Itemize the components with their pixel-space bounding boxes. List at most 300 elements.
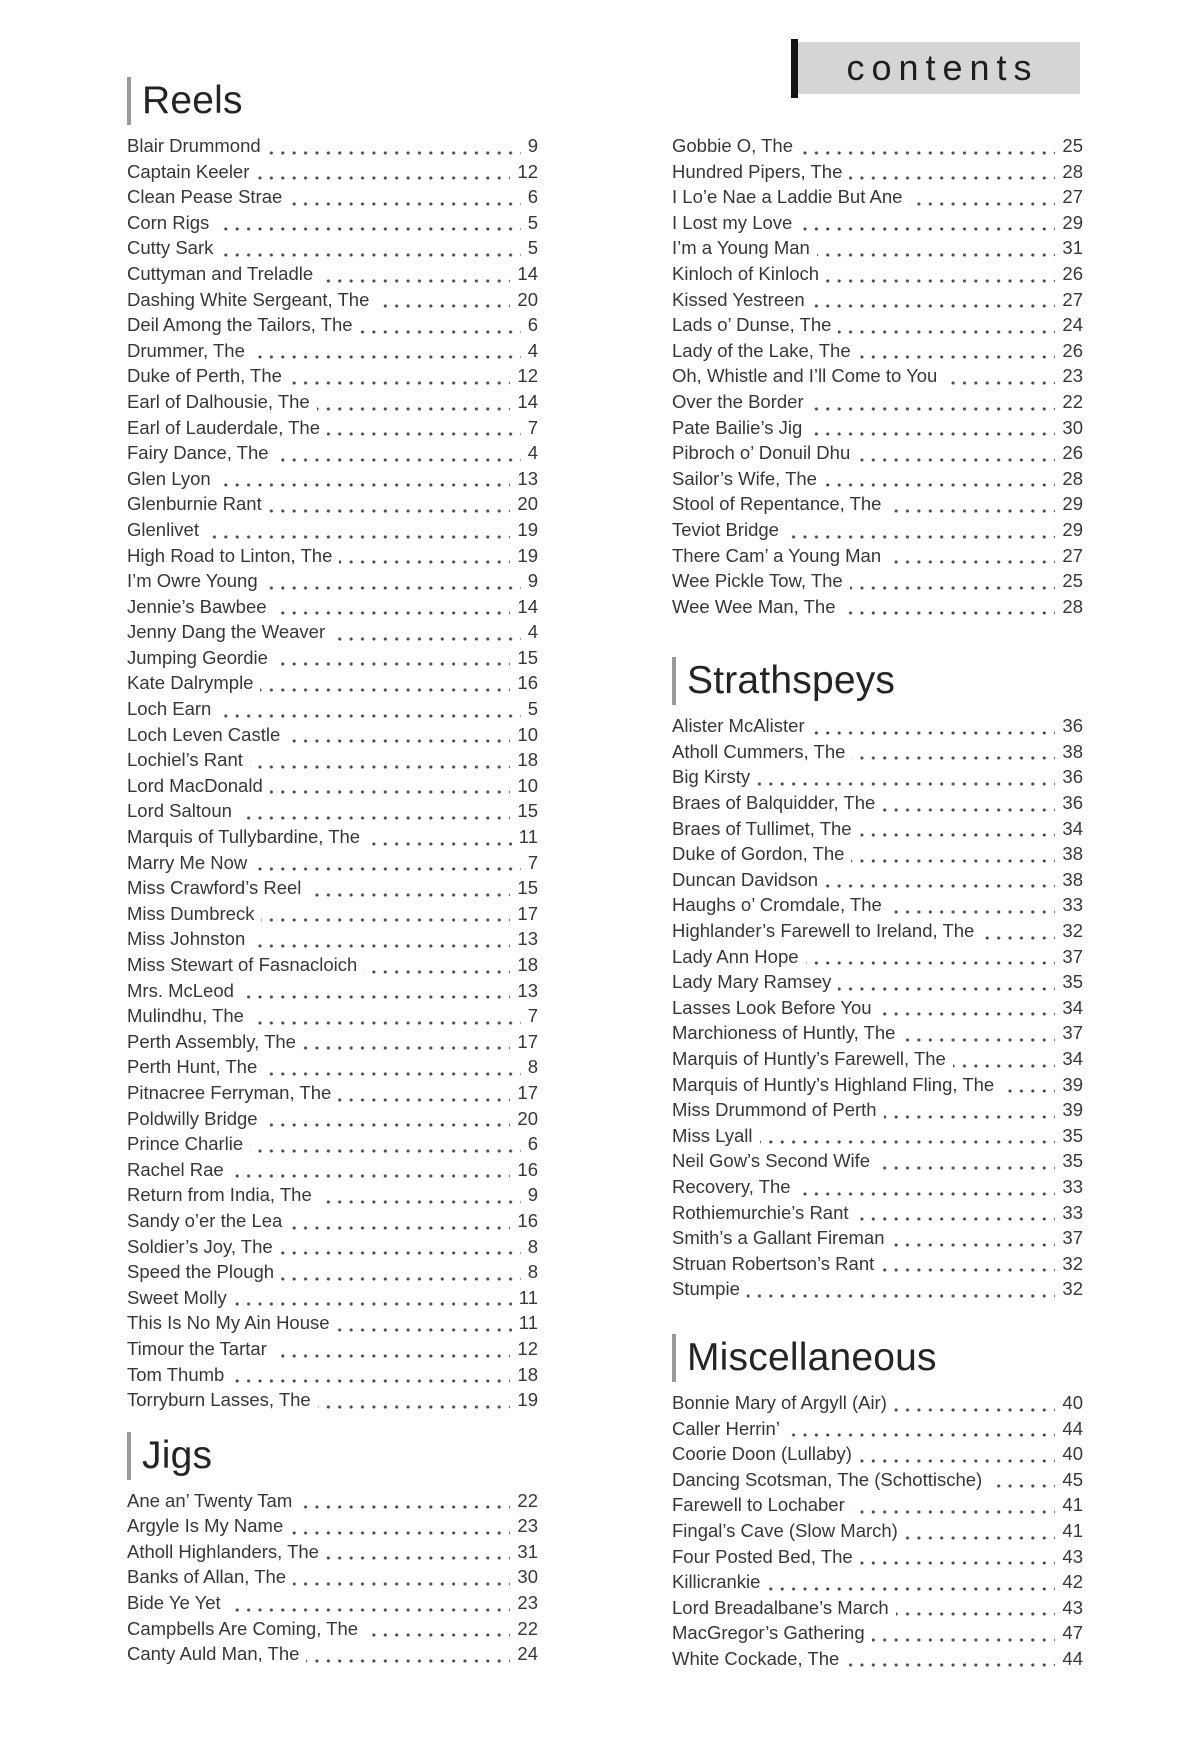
page-number: 40 [1055, 1441, 1083, 1467]
tune-title: Lord Breadalbane’s March [672, 1595, 896, 1621]
tune-title: Big Kirsty [672, 764, 757, 790]
page-number: 23 [1055, 363, 1083, 389]
tune-title: Kinloch of Kinloch [672, 261, 826, 287]
page-number: 18 [510, 747, 538, 773]
toc-entry [672, 713, 1083, 739]
tune-title: Jenny Dang the Weaver [127, 619, 332, 645]
page-number: 41 [1055, 1518, 1083, 1544]
toc-entry [127, 1387, 538, 1413]
page-number: 6 [521, 1131, 538, 1157]
tune-title: Perth Assembly, The [127, 1029, 303, 1055]
page-number: 25 [1055, 133, 1083, 159]
tune-title: Glenburnie Rant [127, 491, 269, 517]
tune-title: Lochiel’s Rant [127, 747, 250, 773]
tune-title: Marquis of Huntly’s Farewell, The [672, 1046, 953, 1072]
tune-title: I’m a Young Man [672, 235, 817, 261]
toc-entry [127, 1513, 538, 1539]
page-number: 31 [1055, 235, 1083, 261]
tune-title: Wee Pickle Tow, The [672, 568, 850, 594]
tune-title: Kate Dalrymple [127, 670, 260, 696]
toc-entry [127, 696, 538, 722]
toc-section-continued [672, 133, 1083, 619]
page-number: 37 [1055, 1225, 1083, 1251]
tune-title: Duke of Gordon, The [672, 841, 851, 867]
tune-title: Tom Thumb [127, 1362, 231, 1388]
toc-entry [127, 1362, 538, 1388]
page-number: 4 [521, 338, 538, 364]
toc-entry [127, 363, 538, 389]
toc-entry [672, 1046, 1083, 1072]
page-number: 30 [1055, 415, 1083, 441]
tune-title: Duke of Perth, The [127, 363, 289, 389]
toc-entry [127, 747, 538, 773]
page-number: 16 [510, 1208, 538, 1234]
toc-entry [127, 415, 538, 441]
toc-entry [672, 764, 1083, 790]
tune-title: Campbells Are Coming, The [127, 1616, 365, 1642]
page-number: 9 [521, 1182, 538, 1208]
toc-entry [127, 1029, 538, 1055]
tune-title: Canty Auld Man, The [127, 1641, 306, 1667]
tune-title: White Cockade, The [672, 1646, 846, 1672]
page-number: 26 [1055, 261, 1083, 287]
tune-title: High Road to Linton, The [127, 543, 339, 569]
page-number: 15 [510, 645, 538, 671]
tune-title: Argyle Is My Name [127, 1513, 290, 1539]
tune-title: This Is No My Ain House [127, 1310, 337, 1336]
toc-entry [672, 790, 1083, 816]
tune-title: Earl of Dalhousie, The [127, 389, 317, 415]
toc-entry [672, 1123, 1083, 1149]
toc-entry [672, 1020, 1083, 1046]
toc-entry [127, 184, 538, 210]
page-number: 9 [521, 568, 538, 594]
toc-entry [672, 1620, 1083, 1646]
page-number: 37 [1055, 1020, 1083, 1046]
tune-title: Soldier’s Joy, The [127, 1234, 280, 1260]
toc-entry [672, 867, 1083, 893]
toc-entry [127, 875, 538, 901]
tune-title: Bide Ye Yet [127, 1590, 228, 1616]
tune-title: MacGregor’s Gathering [672, 1620, 872, 1646]
page-number: 12 [510, 1336, 538, 1362]
tune-title: Blair Drummond [127, 133, 268, 159]
toc-entry [672, 312, 1083, 338]
tune-title: Oh, Whistle and I’ll Come to You [672, 363, 944, 389]
toc-entry [127, 773, 538, 799]
toc-entry [672, 1646, 1083, 1672]
tune-title: Kissed Yestreen [672, 287, 812, 313]
tune-title: Marquis of Tullybardine, The [127, 824, 367, 850]
tune-title: Cuttyman and Treladle [127, 261, 320, 287]
toc-entry [127, 1080, 538, 1106]
page-number: 19 [510, 1387, 538, 1413]
tune-title: Perth Hunt, The [127, 1054, 264, 1080]
toc-entry [672, 491, 1083, 517]
page-number: 43 [1055, 1544, 1083, 1570]
toc-entry [672, 995, 1083, 1021]
toc-entry [127, 1310, 538, 1336]
tune-title: Atholl Cummers, The [672, 739, 852, 765]
toc-entry [672, 1441, 1083, 1467]
toc-entry [127, 312, 538, 338]
page-number: 17 [510, 901, 538, 927]
page-number: 12 [510, 363, 538, 389]
page-number: 17 [510, 1029, 538, 1055]
page-number: 13 [510, 926, 538, 952]
toc-entry [127, 645, 538, 671]
page-number: 19 [510, 543, 538, 569]
toc-entry [127, 1157, 538, 1183]
toc-entry [672, 1544, 1083, 1570]
toc-entry [127, 568, 538, 594]
page-number: 12 [510, 159, 538, 185]
tune-title: Return from India, The [127, 1182, 319, 1208]
page-number: 27 [1055, 184, 1083, 210]
tune-title: Coorie Doon (Lullaby) [672, 1441, 859, 1467]
toc-entry [127, 1641, 538, 1667]
page-number: 27 [1055, 287, 1083, 313]
toc-entry [127, 1234, 538, 1260]
page-number: 24 [510, 1641, 538, 1667]
tune-title: Marry Me Now [127, 850, 254, 876]
toc-entry [672, 1097, 1083, 1123]
tune-title: Glenlivet [127, 517, 206, 543]
toc-entry [672, 363, 1083, 389]
toc-entry [127, 287, 538, 313]
page-number: 44 [1055, 1646, 1083, 1672]
page-number: 33 [1055, 1200, 1083, 1226]
page-number: 44 [1055, 1416, 1083, 1442]
toc-entry [672, 1072, 1083, 1098]
toc-entry [672, 918, 1083, 944]
toc-entry [672, 389, 1083, 415]
toc-entry [672, 1492, 1083, 1518]
page-number: 27 [1055, 543, 1083, 569]
tune-title: Sandy o’er the Lea [127, 1208, 289, 1234]
toc-entry [127, 133, 538, 159]
toc-entry [127, 619, 538, 645]
tune-title: Killicrankie [672, 1569, 767, 1595]
toc-section-strathspeys [672, 656, 1083, 1302]
section-title: Jigs [142, 1433, 213, 1477]
page-number: 31 [510, 1539, 538, 1565]
toc-entry [127, 1003, 538, 1029]
page-number: 22 [510, 1488, 538, 1514]
page-number: 23 [510, 1513, 538, 1539]
page-number: 8 [521, 1054, 538, 1080]
tune-title: Bonnie Mary of Argyll (Air) [672, 1390, 894, 1416]
page-number: 14 [510, 389, 538, 415]
page-number: 39 [1055, 1097, 1083, 1123]
toc-entry [672, 1174, 1083, 1200]
tune-title: Ane an’ Twenty Tam [127, 1488, 299, 1514]
toc-entry [672, 1390, 1083, 1416]
page-number: 7 [521, 415, 538, 441]
tune-title: Sweet Molly [127, 1285, 234, 1311]
toc-entry [127, 517, 538, 543]
toc-entry [127, 952, 538, 978]
page-number: 28 [1055, 594, 1083, 620]
toc-entry [127, 261, 538, 287]
page-number: 4 [521, 619, 538, 645]
page-number: 29 [1055, 491, 1083, 517]
toc-entry [672, 1148, 1083, 1174]
toc-entry [672, 517, 1083, 543]
header-accent-bar [791, 39, 798, 98]
toc-entry [672, 841, 1083, 867]
tune-title: Lady Mary Ramsey [672, 969, 838, 995]
toc-entry [672, 1467, 1083, 1493]
page-number: 6 [521, 312, 538, 338]
tune-title: Miss Lyall [672, 1123, 760, 1149]
header-band [798, 42, 1080, 94]
tune-title: Dashing White Sergeant, The [127, 287, 376, 313]
page-number: 20 [510, 491, 538, 517]
page-number: 38 [1055, 841, 1083, 867]
page-number: 22 [1055, 389, 1083, 415]
page-number: 10 [510, 773, 538, 799]
toc-entry [127, 850, 538, 876]
tune-title: Mulindhu, The [127, 1003, 251, 1029]
page-number: 16 [510, 1157, 538, 1183]
tune-title: Torryburn Lasses, The [127, 1387, 318, 1413]
page-number: 32 [1055, 1251, 1083, 1277]
toc-entry [672, 159, 1083, 185]
page-number: 5 [521, 210, 538, 236]
tune-title: Lasses Look Before You [672, 995, 879, 1021]
column-right [672, 133, 1083, 1671]
section-title: Strathspeys [687, 659, 896, 703]
page-number: 42 [1055, 1569, 1083, 1595]
tune-title: Prince Charlie [127, 1131, 250, 1157]
tune-title: Stool of Repentance, The [672, 491, 888, 517]
tune-title: Duncan Davidson [672, 867, 825, 893]
tune-title: Hundred Pipers, The [672, 159, 849, 185]
tune-title: Pate Bailie’s Jig [672, 415, 809, 441]
tune-title: Marchioness of Huntly, The [672, 1020, 902, 1046]
tune-title: Poldwilly Bridge [127, 1106, 265, 1132]
tune-title: Dancing Scotsman, The (Schottische) [672, 1467, 989, 1493]
heading-rule [672, 657, 676, 705]
tune-title: I Lo’e Nae a Laddie But Ane [672, 184, 909, 210]
toc-entry [127, 594, 538, 620]
toc-entry [127, 1106, 538, 1132]
page-number: 15 [510, 875, 538, 901]
toc-entry [127, 1616, 538, 1642]
toc-entry [127, 235, 538, 261]
page-number: 13 [510, 466, 538, 492]
toc-entry [672, 287, 1083, 313]
tune-title: Miss Crawford’s Reel [127, 875, 308, 901]
toc-entry [672, 466, 1083, 492]
toc-entry [672, 944, 1083, 970]
page-number: 36 [1055, 764, 1083, 790]
page-number: 37 [1055, 944, 1083, 970]
page-number: 33 [1055, 892, 1083, 918]
column-left [127, 76, 538, 1667]
tune-title: Recovery, The [672, 1174, 798, 1200]
toc-entry [127, 798, 538, 824]
page-number: 32 [1055, 918, 1083, 944]
tune-title: Miss Johnston [127, 926, 252, 952]
tune-title: Mrs. McLeod [127, 978, 241, 1004]
tune-title: Wee Wee Man, The [672, 594, 843, 620]
toc-entry [672, 1225, 1083, 1251]
page-header [791, 39, 1080, 98]
tune-title: Braes of Balquidder, The [672, 790, 882, 816]
toc-section-reels [127, 76, 538, 1413]
page-number: 16 [510, 670, 538, 696]
tune-title: Smith’s a Gallant Fireman [672, 1225, 892, 1251]
toc-entry [672, 594, 1083, 620]
tune-title: Rachel Rae [127, 1157, 231, 1183]
toc-entry [127, 466, 538, 492]
toc-entry [672, 568, 1083, 594]
tune-title: There Cam’ a Young Man [672, 543, 888, 569]
tune-title: Highlander’s Farewell to Ireland, The [672, 918, 981, 944]
page-number: 11 [512, 1285, 538, 1311]
toc-entry [672, 261, 1083, 287]
toc-section-jigs [127, 1431, 538, 1667]
page-number: 14 [510, 261, 538, 287]
page-number: 38 [1055, 867, 1083, 893]
tune-title: Timour the Tartar [127, 1336, 274, 1362]
page-number: 38 [1055, 739, 1083, 765]
tune-title: Haughs o’ Cromdale, The [672, 892, 889, 918]
toc-entry [672, 184, 1083, 210]
tune-title: Glen Lyon [127, 466, 218, 492]
toc-entry [127, 389, 538, 415]
section-title: Reels [142, 79, 243, 122]
page-number: 18 [510, 1362, 538, 1388]
page-number: 47 [1055, 1620, 1083, 1646]
page-number: 30 [510, 1564, 538, 1590]
toc-entry [672, 440, 1083, 466]
tune-title: Jennie’s Bawbee [127, 594, 274, 620]
heading-rule [127, 1432, 131, 1480]
toc-entry [127, 1054, 538, 1080]
toc-entry [127, 1131, 538, 1157]
page-number: 28 [1055, 466, 1083, 492]
page-number: 33 [1055, 1174, 1083, 1200]
tune-title: Lady of the Lake, The [672, 338, 858, 364]
toc-entry [672, 1569, 1083, 1595]
page-number: 13 [510, 978, 538, 1004]
page-number: 26 [1055, 440, 1083, 466]
page-number: 45 [1055, 1467, 1083, 1493]
toc-entry [672, 210, 1083, 236]
page-number: 43 [1055, 1595, 1083, 1621]
toc-entry [127, 1539, 538, 1565]
toc-entry [672, 235, 1083, 261]
tune-title: Caller Herrin’ [672, 1416, 787, 1442]
page-number: 8 [521, 1234, 538, 1260]
tune-title: Miss Drummond of Perth [672, 1097, 884, 1123]
toc-entry [127, 1336, 538, 1362]
page-number: 5 [521, 696, 538, 722]
page-number: 32 [1055, 1276, 1083, 1302]
tune-title: Pibroch o’ Donuil Dhu [672, 440, 857, 466]
section-heading [672, 656, 1083, 706]
toc-entry [672, 1251, 1083, 1277]
page-number: 36 [1055, 713, 1083, 739]
tune-title: Alister McAlister [672, 713, 812, 739]
tune-title: Sailor’s Wife, The [672, 466, 824, 492]
page-number: 26 [1055, 338, 1083, 364]
tune-title: Jumping Geordie [127, 645, 275, 671]
page-number: 23 [510, 1590, 538, 1616]
toc-entry [127, 901, 538, 927]
toc-entry [127, 1285, 538, 1311]
page-number: 5 [521, 235, 538, 261]
tune-title: Drummer, The [127, 338, 252, 364]
tune-title: Loch Earn [127, 696, 218, 722]
toc-entry [672, 1595, 1083, 1621]
tune-title: Banks of Allan, The [127, 1564, 293, 1590]
page-number: 8 [521, 1259, 538, 1285]
page-number: 6 [521, 184, 538, 210]
tune-title: Speed the Plough [127, 1259, 281, 1285]
page-number: 7 [521, 850, 538, 876]
page-number: 29 [1055, 210, 1083, 236]
tune-title: Fairy Dance, The [127, 440, 276, 466]
section-heading [672, 1333, 1083, 1383]
toc-entry [672, 892, 1083, 918]
tune-title: Gobbie O, The [672, 133, 800, 159]
page-number: 25 [1055, 568, 1083, 594]
page-number: 4 [521, 440, 538, 466]
toc-entry [672, 1416, 1083, 1442]
tune-title: Miss Dumbreck [127, 901, 261, 927]
toc-entry [127, 1564, 538, 1590]
page-number: 39 [1055, 1072, 1083, 1098]
toc-entry [127, 338, 538, 364]
page-number: 14 [510, 594, 538, 620]
toc-entry [127, 978, 538, 1004]
toc-entry [127, 491, 538, 517]
heading-rule [672, 1334, 676, 1382]
toc-entry [127, 159, 538, 185]
toc-entry [127, 670, 538, 696]
tune-title: I’m Owre Young [127, 568, 265, 594]
tune-title: Four Posted Bed, The [672, 1544, 860, 1570]
section-heading [127, 76, 538, 126]
toc-entry [127, 210, 538, 236]
toc-section-miscellaneous [672, 1333, 1083, 1672]
page-number: 35 [1055, 1123, 1083, 1149]
toc-entry [127, 926, 538, 952]
tune-title: Lads o’ Dunse, The [672, 312, 838, 338]
tune-title: Lady Ann Hope [672, 944, 806, 970]
page-number: 20 [510, 1106, 538, 1132]
tune-title: Earl of Lauderdale, The [127, 415, 327, 441]
tune-title: Neil Gow’s Second Wife [672, 1148, 877, 1174]
tune-title: Atholl Highlanders, The [127, 1539, 326, 1565]
tune-title: Struan Robertson’s Rant [672, 1251, 881, 1277]
toc-entry [672, 969, 1083, 995]
page-number: 34 [1055, 995, 1083, 1021]
toc-entry [127, 824, 538, 850]
page-number: 15 [510, 798, 538, 824]
page-number: 17 [510, 1080, 538, 1106]
tune-title: Farewell to Lochaber [672, 1492, 852, 1518]
toc-entry [127, 1182, 538, 1208]
tune-title: Teviot Bridge [672, 517, 786, 543]
tune-title: Clean Pease Strae [127, 184, 289, 210]
tune-title: Corn Rigs [127, 210, 216, 236]
toc-entry [127, 1590, 538, 1616]
